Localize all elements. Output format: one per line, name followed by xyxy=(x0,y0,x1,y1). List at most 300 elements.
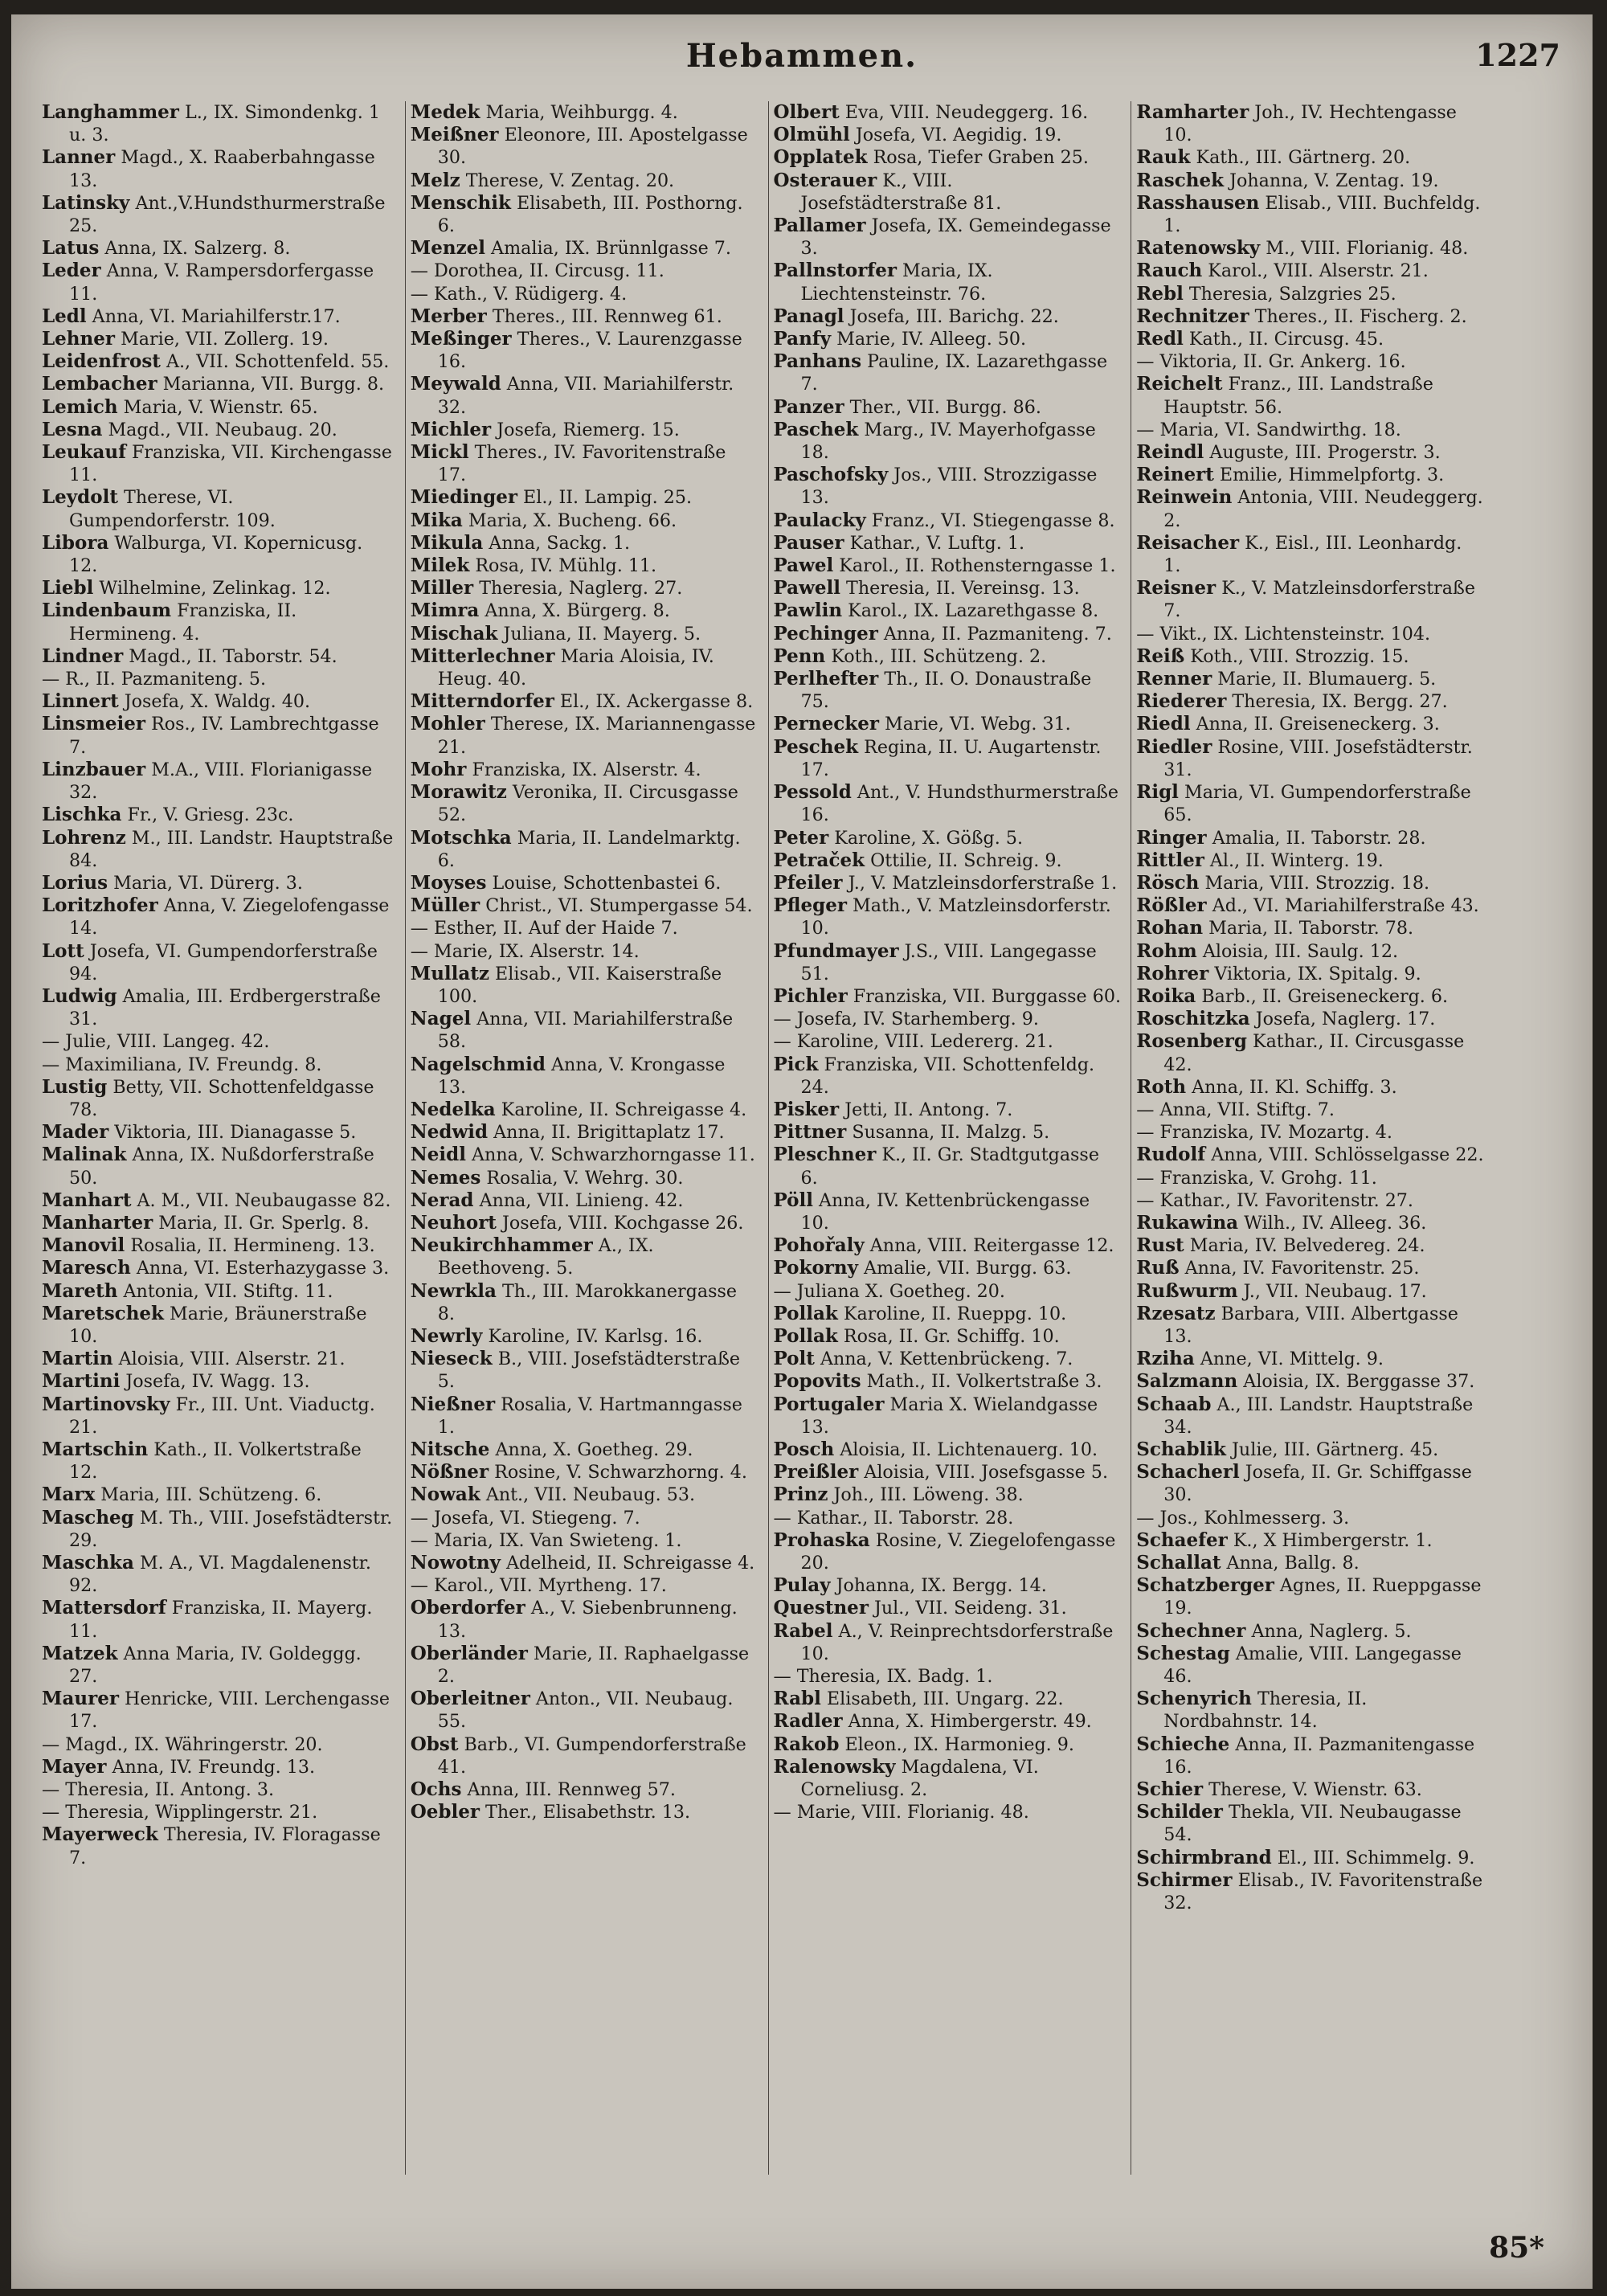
entry-surname: Mimra xyxy=(410,600,480,622)
entry-details: Theresia, Salzgries 25. xyxy=(1183,283,1396,305)
entry-surname: Ludwig xyxy=(42,984,117,1007)
entry-surname: Meßinger xyxy=(410,328,512,350)
entry-details: Karol., VIII. Alserstr. 21. xyxy=(1202,260,1429,282)
directory-entry xyxy=(42,1121,395,1144)
entry-details: Rosalia, V. Hartmanngasse 1. xyxy=(437,1394,742,1438)
directory-entry xyxy=(411,623,759,645)
entry-details: Theresia, IV. Floragasse 7. xyxy=(69,1824,381,1868)
entry-surname: Mickl xyxy=(410,441,469,464)
entry-surname: Martschin xyxy=(42,1438,149,1460)
entry-surname: Schilder xyxy=(1136,1801,1223,1823)
directory-entry xyxy=(1136,305,1484,328)
entry-surname: Lohrenz xyxy=(42,826,126,849)
entry-surname: Lorius xyxy=(42,871,108,894)
directory-entry xyxy=(1136,1778,1484,1801)
directory-entry xyxy=(411,1484,759,1506)
directory-entry xyxy=(774,781,1122,826)
directory-entry xyxy=(42,1439,395,1484)
directory-entry xyxy=(1136,1869,1484,1914)
directory-entry xyxy=(1136,781,1484,826)
directory-entry xyxy=(42,1801,395,1823)
entry-surname: Reinwein xyxy=(1136,486,1233,509)
entry-surname: Milek xyxy=(410,555,470,577)
entry-details: Therese, VI. Gumpendorferstr. 109. xyxy=(69,487,276,531)
entry-details: Julie, III. Gärtnerg. 45. xyxy=(1225,1439,1439,1460)
entry-surname: Pokorny xyxy=(773,1257,858,1279)
entry-surname: Rudolf xyxy=(1136,1144,1206,1166)
entry-details: Aloisia, VIII. Josefsgasse 5. xyxy=(858,1462,1109,1484)
entry-details: Anna, IX. Nußdorferstraße 50. xyxy=(69,1144,374,1189)
directory-entry xyxy=(1136,237,1484,260)
entry-surname: Mischak xyxy=(410,622,498,645)
entry-surname: Rabl xyxy=(773,1688,821,1710)
entry-details: Franziska, VII. Kirchengasse 11. xyxy=(69,442,392,486)
entry-details: Aloisia, VIII. Alserstr. 21. xyxy=(112,1349,346,1370)
directory-entry xyxy=(774,1710,1122,1733)
entry-details: — R., II. Pazmaniteng. 5. xyxy=(42,669,267,690)
entry-surname: Raschek xyxy=(1136,169,1225,191)
directory-entry xyxy=(1136,1847,1484,1869)
directory-entry xyxy=(411,1280,759,1325)
entry-details: K., Eisl., III. Leonhardg. 1. xyxy=(1163,532,1462,577)
directory-entry xyxy=(1136,1257,1484,1279)
entry-surname: Mayer xyxy=(42,1755,107,1778)
entry-details: Amalie, VIII. Langegasse 46. xyxy=(1163,1643,1462,1688)
entry-surname: Roika xyxy=(1136,984,1196,1007)
entry-surname: Linzbauer xyxy=(42,758,146,780)
entry-surname: Pawel xyxy=(773,555,834,577)
entry-details: Josefa, IX. Gemeindegasse 3. xyxy=(800,215,1111,260)
entry-details: Maria, II. Landelmarktg. 6. xyxy=(437,827,741,871)
entry-details: Anna, X. Himbergerstr. 49. xyxy=(842,1711,1092,1733)
entry-surname: Lott xyxy=(42,939,84,962)
entry-surname: Melz xyxy=(410,169,460,191)
entry-surname: Mader xyxy=(42,1121,109,1144)
entry-surname: Oberländer xyxy=(410,1642,528,1664)
directory-entry xyxy=(42,1688,395,1733)
entry-surname: Medek xyxy=(410,101,480,123)
directory-entry xyxy=(1136,1688,1484,1733)
entry-details: Elisabeth, III. Ungarg. 22. xyxy=(820,1688,1064,1710)
directory-entry xyxy=(1136,1303,1484,1348)
directory-entry xyxy=(774,1597,1122,1619)
directory-entry xyxy=(774,1121,1122,1144)
directory-entry xyxy=(42,600,395,645)
directory-entry xyxy=(411,690,759,713)
entry-details: Jos., VIII. Strozzigasse 13. xyxy=(800,465,1098,509)
entry-details: Elisab., VIII. Buchfeldg. 1. xyxy=(1163,192,1481,237)
entry-surname: Pessold xyxy=(773,781,852,804)
entry-surname: Mattersdorf xyxy=(42,1597,166,1619)
directory-entry xyxy=(1136,1439,1484,1461)
entry-details: Al., II. Winterg. 19. xyxy=(1204,849,1384,871)
entry-details: Thekla, VII. Neubaugasse 54. xyxy=(1163,1802,1462,1846)
entry-details: Ant., VII. Neubaug. 53. xyxy=(480,1484,696,1506)
directory-entry xyxy=(1136,260,1484,282)
entry-surname: Rechnitzer xyxy=(1136,305,1249,327)
entry-surname: Pollak xyxy=(773,1302,838,1324)
signature-mark: 85* xyxy=(1489,2231,1544,2265)
directory-entry xyxy=(1136,623,1484,645)
directory-entry xyxy=(42,1189,395,1212)
directory-entry xyxy=(411,1778,759,1801)
directory-entry xyxy=(1136,328,1484,350)
entry-details: — Esther, II. Auf der Haide 7. xyxy=(410,918,678,939)
entry-surname: Morawitz xyxy=(410,781,507,804)
entry-surname: Renner xyxy=(1136,668,1212,690)
entry-details: M. Th., VIII. Josefstädterstr. 29. xyxy=(69,1507,393,1551)
directory-entry xyxy=(774,1234,1122,1257)
entry-details: Aloisia, IX. Berggasse 37. xyxy=(1237,1371,1475,1393)
directory-entry xyxy=(42,645,395,668)
directory-entry xyxy=(1136,1370,1484,1393)
directory-entry xyxy=(411,1529,759,1552)
entry-surname: Riederer xyxy=(1136,690,1227,713)
entry-surname: Mika xyxy=(410,509,463,531)
entry-surname: Müller xyxy=(410,894,480,917)
directory-entry xyxy=(1136,690,1484,713)
directory-entry xyxy=(42,1778,395,1801)
entry-details: Marie, VI. Webg. 31. xyxy=(878,714,1071,735)
directory-entry xyxy=(411,1189,759,1212)
entry-surname: Ramharter xyxy=(1136,101,1249,123)
entry-details: Franziska, VII. Burggasse 60. xyxy=(847,985,1122,1007)
entry-surname: Pfleger xyxy=(773,894,847,917)
directory-entry xyxy=(42,985,395,1030)
entry-details: Anna, VII. Mariahilferstr. 32. xyxy=(437,374,734,418)
directory-entry xyxy=(1136,645,1484,668)
entry-surname: Latus xyxy=(42,237,100,260)
directory-entry xyxy=(42,713,395,758)
entry-details: Josefa, X. Waldg. 40. xyxy=(118,691,310,713)
entry-surname: Rabel xyxy=(773,1619,833,1642)
entry-surname: Nowotny xyxy=(410,1552,501,1574)
directory-entry xyxy=(411,600,759,622)
directory-entry xyxy=(1136,985,1484,1008)
entry-details: Franziska, II. Hermineng. 4. xyxy=(69,600,297,645)
entry-surname: Posch xyxy=(773,1438,835,1460)
entry-details: Agnes, II. Rueppgasse 19. xyxy=(1163,1575,1482,1619)
directory-entry xyxy=(1136,1574,1484,1619)
entry-surname: Paschek xyxy=(773,418,859,440)
entry-surname: Rust xyxy=(1136,1234,1184,1257)
entry-surname: Opplatek xyxy=(773,146,868,169)
directory-entry xyxy=(774,1620,1122,1665)
entry-surname: Nagel xyxy=(410,1008,472,1030)
directory-entry xyxy=(1136,736,1484,781)
entry-details: Anna, VIII. Schlösselgasse 22. xyxy=(1205,1144,1484,1166)
entry-details: Antonia, VII. Stiftg. 11. xyxy=(117,1280,333,1302)
entry-surname: Rohrer xyxy=(1136,962,1209,984)
directory-entry xyxy=(1136,1394,1484,1439)
directory-entry xyxy=(411,1234,759,1279)
directory-entry xyxy=(774,1756,1122,1801)
entry-surname: Schieche xyxy=(1136,1733,1230,1755)
directory-entry xyxy=(774,215,1122,260)
entry-surname: Mayerweck xyxy=(42,1823,158,1846)
entry-surname: Rakob xyxy=(773,1733,840,1755)
entry-details: Maria, II. Gr. Sperlg. 8. xyxy=(153,1212,370,1234)
directory-entry xyxy=(1136,668,1484,690)
directory-entry xyxy=(42,1823,395,1868)
entry-surname: Nowak xyxy=(410,1484,480,1506)
entry-details: Maria, IX. Liechtensteinstr. 76. xyxy=(800,260,993,305)
directory-entry xyxy=(411,1099,759,1121)
directory-entry xyxy=(774,1280,1122,1303)
entry-details: Anna, IX. Salzerg. 8. xyxy=(99,238,291,260)
entry-details: Ther., VII. Burgg. 86. xyxy=(844,396,1041,418)
directory-entry xyxy=(1136,192,1484,237)
directory-entry xyxy=(42,1054,395,1076)
entry-surname: Liebl xyxy=(42,577,94,600)
entry-details: Theresia, Naglerg. 27. xyxy=(473,578,683,600)
directory-entry xyxy=(1136,1552,1484,1574)
directory-entry xyxy=(411,1167,759,1189)
entry-details: Walburga, VI. Kopernicusg. 12. xyxy=(69,532,363,577)
entry-details: Anna Maria, IV. Goldeggg. 27. xyxy=(69,1643,362,1688)
entry-details: Amalia, II. Taborstr. 28. xyxy=(1206,827,1426,849)
entry-surname: Maschka xyxy=(42,1552,134,1574)
entry-details: Kath., II. Volkertstraße 12. xyxy=(69,1439,362,1484)
entry-details: Marie, II. Blumauerg. 5. xyxy=(1212,669,1437,690)
directory-entry xyxy=(774,1439,1122,1461)
entry-surname: Miller xyxy=(410,577,474,600)
entry-surname: Pauser xyxy=(773,531,844,554)
entry-surname: Martini xyxy=(42,1370,121,1393)
entry-surname: Petraček xyxy=(773,849,865,871)
entry-surname: Pisker xyxy=(773,1098,840,1120)
entry-surname: Rösch xyxy=(1136,871,1200,894)
entry-surname: Rosenberg xyxy=(1136,1030,1247,1053)
entry-details: — Maria, VI. Sandwirthg. 18. xyxy=(1136,419,1401,440)
entry-surname: Matzek xyxy=(42,1642,118,1664)
entry-details: — Theresia, II. Antong. 3. xyxy=(42,1779,275,1801)
entry-surname: Pleschner xyxy=(773,1144,877,1166)
entry-surname: Manhart xyxy=(42,1189,132,1211)
entry-surname: Pfeiler xyxy=(773,871,843,894)
directory-entry xyxy=(1136,1507,1484,1529)
entry-details: Maria, Weihburgg. 4. xyxy=(480,102,678,123)
entry-details: Johanna, IX. Bergg. 14. xyxy=(830,1575,1047,1597)
entry-details: L., IX. Simondenkg. 1 u. 3. xyxy=(69,102,381,146)
entry-details: Susanna, II. Malzg. 5. xyxy=(846,1122,1050,1144)
entry-details: Elisab., VII. Kaiserstraße 100. xyxy=(437,963,722,1007)
entry-details: Pauline, IX. Lazarethgasse 7. xyxy=(800,351,1108,395)
entry-details: Maria, X. Bucheng. 66. xyxy=(462,510,677,531)
directory-entry xyxy=(774,600,1122,622)
entry-surname: Mitterlechner xyxy=(410,645,555,667)
directory-entry xyxy=(1136,1212,1484,1234)
directory-entry xyxy=(774,1484,1122,1506)
entry-surname: Nagelschmid xyxy=(410,1053,546,1075)
entry-details: Theresia, IX. Bergg. 27. xyxy=(1226,691,1448,713)
entry-surname: Questner xyxy=(773,1597,869,1619)
directory-entry xyxy=(411,1801,759,1823)
entry-details: Th., III. Marokkanergasse 8. xyxy=(437,1280,737,1324)
entry-details: Betty, VII. Schottenfeldgasse 78. xyxy=(69,1076,374,1120)
entry-surname: Panzer xyxy=(773,395,844,418)
entry-details: Elisab., IV. Favoritenstraße 32. xyxy=(1163,1869,1483,1914)
entry-surname: Schier xyxy=(1136,1778,1204,1801)
directory-entry xyxy=(774,260,1122,305)
entry-surname: Miedinger xyxy=(410,486,517,509)
entry-surname: Nieseck xyxy=(410,1348,493,1370)
entry-surname: Lanner xyxy=(42,146,116,169)
entry-details: — Viktoria, II. Gr. Ankerg. 16. xyxy=(1136,351,1406,373)
entry-details: Christ., VI. Stumpergasse 54. xyxy=(480,895,753,917)
directory-entry xyxy=(42,441,395,486)
directory-entry xyxy=(774,305,1122,328)
directory-entry xyxy=(774,1303,1122,1325)
directory-entry xyxy=(1136,1280,1484,1303)
directory-entry xyxy=(774,645,1122,668)
entry-details: Anna, II. Greiseneckerg. 3. xyxy=(1190,714,1440,735)
entry-details: Josefa, II. Gr. Schiffgasse 30. xyxy=(1163,1462,1472,1506)
directory-entry xyxy=(411,827,759,872)
directory-entry xyxy=(774,1507,1122,1529)
directory-entry xyxy=(411,940,759,963)
entry-surname: Lischka xyxy=(42,804,122,826)
entry-details: Theresia, II. Vereinsg. 13. xyxy=(840,578,1080,600)
entry-details: M., III. Landstr. Hauptstraße 84. xyxy=(69,827,394,871)
entry-surname: Pohořaly xyxy=(773,1234,865,1257)
entry-details: Theres., II. Fischerg. 2. xyxy=(1249,305,1467,327)
directory-entry xyxy=(411,124,759,169)
entry-details: Anna, Sackg. 1. xyxy=(483,532,631,554)
entry-surname: Meißner xyxy=(410,124,499,146)
entry-details: B., VIII. Josefstädterstraße 5. xyxy=(437,1349,741,1393)
entry-details: Magd., II. Taborstr. 54. xyxy=(123,645,337,667)
entry-details: Anna, VIII. Reitergasse 12. xyxy=(864,1235,1114,1257)
entry-details: Magd., VII. Neubaug. 20. xyxy=(102,419,337,440)
directory-entry xyxy=(774,894,1122,939)
entry-details: — Franziska, V. Grohg. 11. xyxy=(1136,1167,1377,1189)
entry-details: Anton., VII. Neubaug. 55. xyxy=(437,1688,734,1733)
entry-details: Johanna, V. Zentag. 19. xyxy=(1224,170,1439,191)
entry-details: Barbara, VIII. Albertgasse 13. xyxy=(1163,1303,1458,1347)
directory-entry xyxy=(411,283,759,305)
entry-details: El., II. Lampig. 25. xyxy=(517,487,693,509)
entry-details: Josefa, VI. Gumpendorferstraße 94. xyxy=(69,940,378,984)
entry-details: K., X Himbergerstr. 1. xyxy=(1227,1529,1433,1551)
directory-entry xyxy=(1136,849,1484,872)
entry-surname: Riedler xyxy=(1136,735,1212,758)
entry-details: Anna, V. Schwarzhorngasse 11. xyxy=(465,1144,755,1166)
directory-entry xyxy=(42,532,395,577)
entry-details: Franziska, VII. Schottenfeldg. 24. xyxy=(800,1054,1095,1098)
column-3 xyxy=(768,101,1122,2175)
directory-entry xyxy=(411,645,759,690)
entry-surname: Riedl xyxy=(1136,713,1191,735)
directory-entry xyxy=(1136,963,1484,985)
entry-surname: Michler xyxy=(410,418,492,440)
directory-entry xyxy=(42,305,395,328)
directory-entry xyxy=(42,1394,395,1439)
directory-entry xyxy=(774,532,1122,555)
directory-entry xyxy=(774,1189,1122,1234)
entry-surname: Lesna xyxy=(42,418,103,440)
entry-details: Karoline, X. Gößg. 5. xyxy=(828,827,1024,849)
entry-surname: Maurer xyxy=(42,1688,119,1710)
directory-entry xyxy=(411,1008,759,1053)
directory-entry xyxy=(774,555,1122,577)
directory-entry xyxy=(411,1212,759,1234)
entry-details: Magdalena, VI. Corneliusg. 2. xyxy=(800,1756,1039,1801)
entry-surname: Rößler xyxy=(1136,894,1207,917)
directory-entry xyxy=(411,1461,759,1484)
entry-surname: Lindner xyxy=(42,645,124,667)
entry-details: Barb., VI. Gumpendorferstraße 41. xyxy=(437,1733,746,1778)
directory-entry xyxy=(774,1801,1122,1823)
entry-surname: Reiß xyxy=(1136,645,1185,667)
directory-entry xyxy=(42,419,395,441)
entry-details: Marie, II. Raphaelgasse 2. xyxy=(437,1643,750,1688)
entry-details: Rosine, V. Ziegelofengasse 20. xyxy=(800,1529,1116,1574)
entry-surname: Pallnstorfer xyxy=(773,260,897,282)
directory-entry xyxy=(774,713,1122,735)
entry-surname: Peter xyxy=(773,826,829,849)
entry-details: Anna, Naglerg. 5. xyxy=(1245,1620,1412,1642)
entry-details: Therese, IX. Mariannengasse 21. xyxy=(437,714,756,758)
entry-details: — Julie, VIII. Langeg. 42. xyxy=(42,1031,270,1053)
entry-surname: Neukirchhammer xyxy=(410,1234,593,1257)
entry-surname: Schablik xyxy=(1136,1438,1226,1460)
directory-entry xyxy=(1136,1234,1484,1257)
entry-details: Eleonore, III. Apostelgasse 30. xyxy=(437,125,748,169)
entry-surname: Nießner xyxy=(410,1393,496,1415)
directory-entry xyxy=(42,1030,395,1053)
directory-entry xyxy=(411,759,759,781)
entry-details: Antonia, VIII. Neudeggerg. 2. xyxy=(1163,487,1483,531)
entry-details: Koth., III. Schützeng. 2. xyxy=(825,645,1047,667)
entry-details: A., V. Siebenbrunneng. 13. xyxy=(437,1598,738,1642)
entry-details: Anna, VII. Linieng. 42. xyxy=(473,1189,684,1211)
entry-surname: Rittler xyxy=(1136,849,1204,871)
entry-details: Franz., III. Landstraße Hauptstr. 56. xyxy=(1163,374,1433,418)
entry-surname: Paulacky xyxy=(773,509,866,531)
directory-entry xyxy=(1136,1144,1484,1166)
entry-details: Ros., IV. Lambrechtgasse 7. xyxy=(69,714,379,758)
entry-details: Wilhelmine, Zelinkag. 12. xyxy=(93,578,331,600)
entry-surname: Nerad xyxy=(410,1189,474,1211)
directory-entry xyxy=(42,668,395,690)
entry-surname: Lindenbaum xyxy=(42,600,172,622)
entry-details: Aloisia, III. Saulg. 12. xyxy=(1196,940,1399,962)
entry-surname: Maresch xyxy=(42,1257,131,1279)
entry-details: Theresia, II. Nordbahnstr. 14. xyxy=(1163,1688,1368,1733)
directory-entry xyxy=(774,1665,1122,1688)
entry-details: Theres., V. Laurenzgasse 16. xyxy=(437,329,742,373)
entry-surname: Pechinger xyxy=(773,622,878,645)
entry-details: Josefa, Naglerg. 17. xyxy=(1249,1009,1436,1030)
entry-surname: Manharter xyxy=(42,1211,153,1234)
entry-details: Marie, IV. Alleeg. 50. xyxy=(831,329,1027,350)
entry-surname: Mullatz xyxy=(410,962,489,984)
column-1 xyxy=(42,101,395,2175)
entry-surname: Lustig xyxy=(42,1075,108,1098)
entry-details: El., III. Schimmelg. 9. xyxy=(1271,1847,1475,1868)
entry-surname: Popovits xyxy=(773,1370,861,1393)
entry-details: Joh., III. Löweng. 38. xyxy=(828,1484,1024,1506)
directory-entry xyxy=(42,237,395,260)
entry-details: Rosine, VIII. Josefstädterstr. 31. xyxy=(1163,736,1473,780)
entry-details: Kath., II. Circusg. 45. xyxy=(1183,329,1384,350)
entry-details: Ther., Elisabethstr. 13. xyxy=(480,1802,691,1823)
directory-entry xyxy=(411,872,759,894)
entry-details: A. M., VII. Neubaugasse 82. xyxy=(131,1189,391,1211)
directory-entry xyxy=(42,1597,395,1642)
directory-entry xyxy=(1136,827,1484,849)
